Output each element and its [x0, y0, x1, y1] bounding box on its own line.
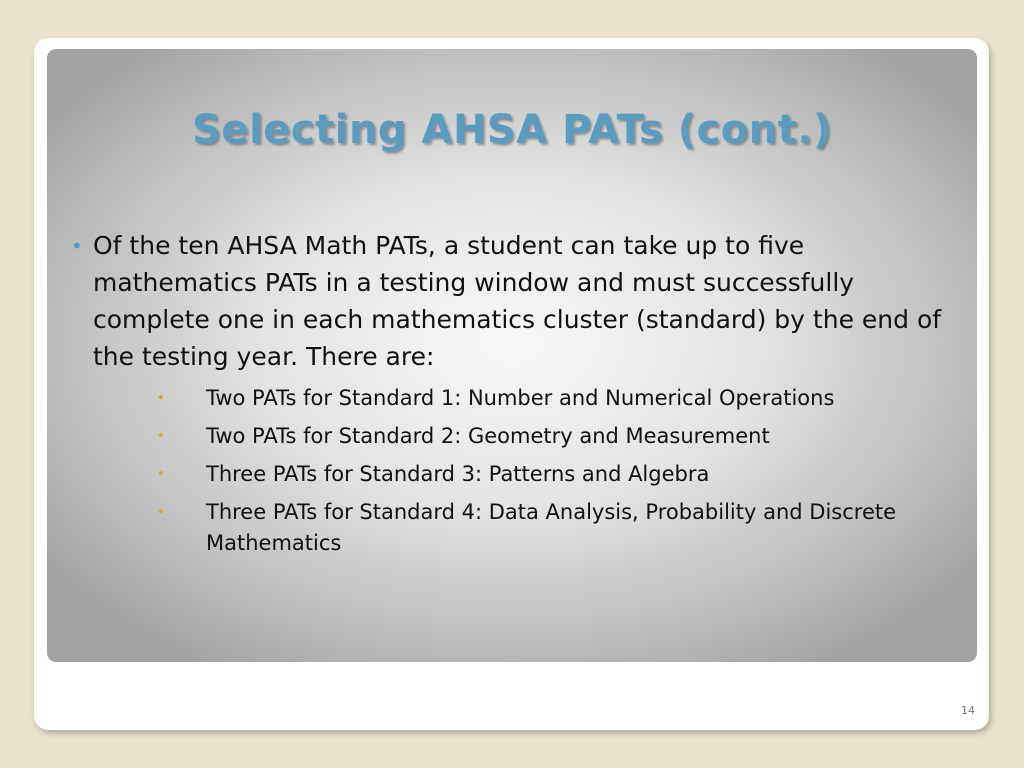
sub-bullet-icon: • — [157, 467, 165, 482]
slide-title: Selecting AHSA PATs (cont.) — [192, 107, 832, 153]
sub-bullet-text: Three PATs for Standard 4: Data Analysis, Probability and Discrete Mathematics — [206, 500, 897, 555]
sub-bullet-text: Two PATs for Standard 1: Number and Numerical Operations — [206, 386, 835, 410]
sub-bullet-item — [157, 497, 951, 559]
bullet-icon: • — [71, 234, 83, 258]
sub-bullet-icon: • — [157, 429, 165, 444]
sub-bullet-item — [157, 459, 951, 490]
slide-card — [34, 38, 989, 730]
sub-bullet-text: Two PATs for Standard 2: Geometry and Measurement — [206, 424, 770, 448]
sub-bullet-icon: • — [157, 505, 165, 520]
slide-body — [71, 227, 951, 566]
sub-bullet-text: Three PATs for Standard 3: Patterns and Algebra — [206, 462, 710, 486]
sub-bullet-icon: • — [157, 391, 165, 406]
sub-bullet-item — [157, 383, 951, 414]
main-bullet-item — [71, 227, 951, 375]
content-panel — [47, 49, 977, 662]
sub-bullet-list — [71, 383, 951, 559]
slide-number: 14 — [961, 704, 975, 717]
sub-bullet-item — [157, 421, 951, 452]
main-bullet-text: Of the ten AHSA Math PATs, a student can take up to five mathematics PATs in a testing window and must successfully complete one in each mathematics cluster (standard) by the end of the testing year. There are: — [93, 231, 942, 371]
